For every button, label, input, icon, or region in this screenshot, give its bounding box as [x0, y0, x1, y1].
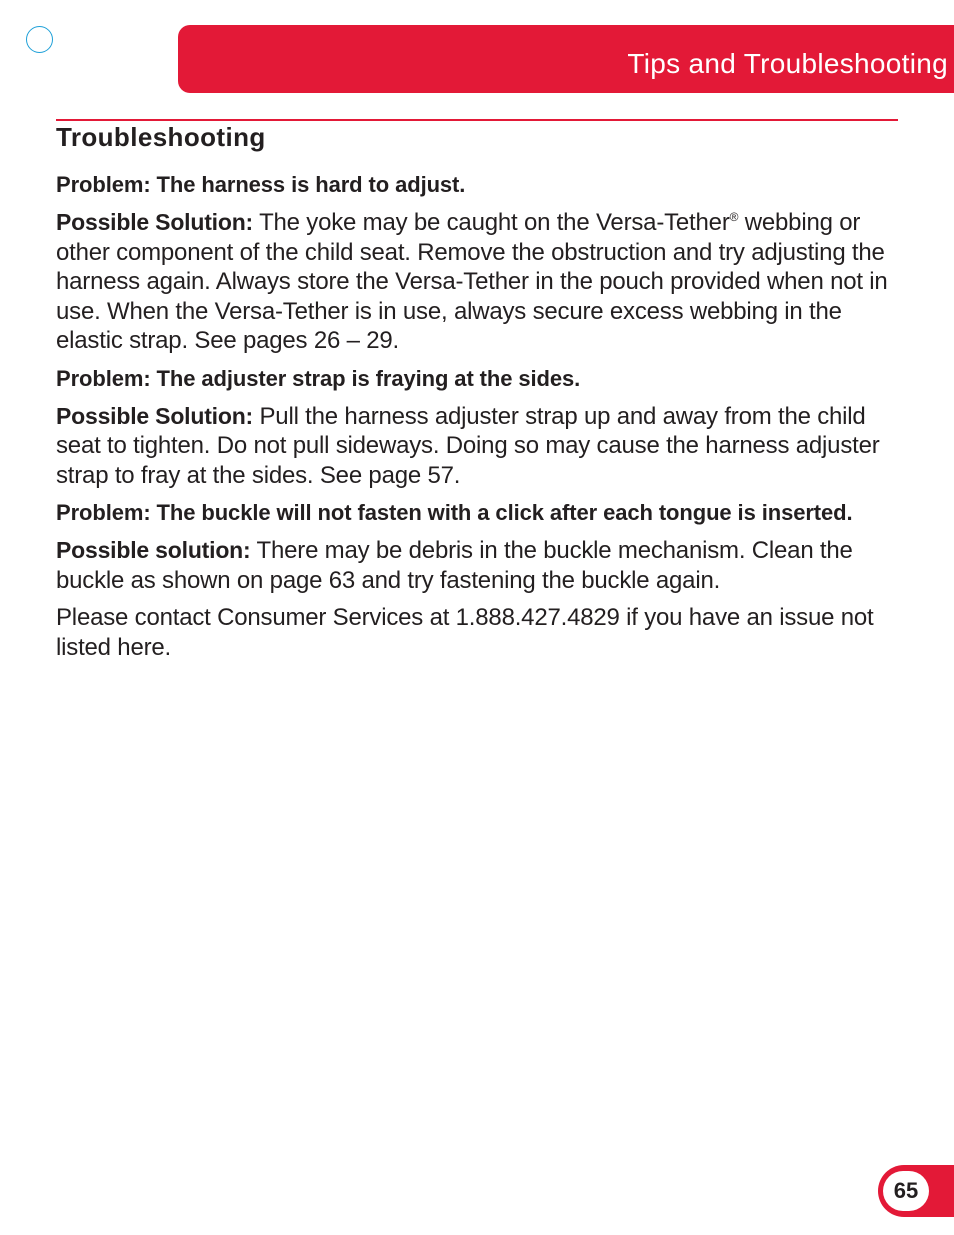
page-number: 65 — [883, 1171, 929, 1211]
solution-label: Possible solution: — [56, 537, 251, 563]
problem-heading: Problem: The harness is hard to adjust. — [56, 172, 466, 197]
solution-text: The yoke may be caught on the Versa-Tether — [253, 209, 730, 236]
solution-text: There may be debris in the buckle mechanism. Clean the buckle as shown on page 63 and try fastening the buckle again. — [56, 537, 853, 594]
solution-text: webbing or other component of the child seat. Remove the obstruction and try adjusting the harness again. Always store the Versa-Tether in the pouch provided when not in use. When the Versa-Tether is in use, always secure excess webbing in the elastic strap. See pages 26 – 29. — [56, 209, 888, 354]
title-divider — [56, 119, 898, 121]
troubleshooting-content — [56, 170, 898, 670]
problem-heading: Problem: The adjuster strap is fraying at the sides. — [56, 365, 581, 391]
page-title: Troubleshooting — [56, 122, 266, 152]
contact-note: Please contact Consumer Services at 1.888.427.4829 if you have an issue not listed here. — [56, 604, 874, 661]
solution-label: Possible Solution: — [56, 402, 254, 429]
section-header-title: Tips and Troubleshooting — [627, 48, 948, 79]
solution-label: Possible Solution: — [56, 209, 254, 235]
registered-mark: ® — [729, 210, 739, 224]
registration-mark-icon — [26, 26, 53, 53]
problem-heading: Problem: The buckle will not fasten with a click after each tongue is inserted. — [56, 500, 853, 525]
solution-paragraph — [56, 536, 898, 595]
solution-paragraph — [56, 402, 898, 491]
section-header-band — [178, 25, 954, 93]
page-number-tab — [878, 1165, 954, 1217]
solution-paragraph — [56, 208, 898, 356]
solution-text: Pull the harness adjuster strap up and away from the child seat to tighten. Do not pull sideways. Doing so may cause the harness adjuster strap to fray at the sides. See page 57. — [56, 402, 880, 489]
